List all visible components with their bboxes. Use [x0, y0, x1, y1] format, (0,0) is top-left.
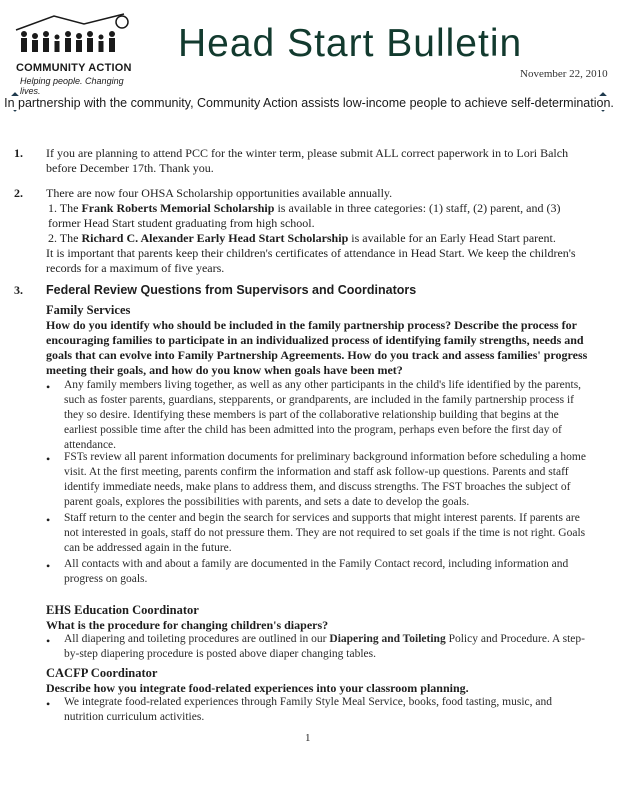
family-bullet-4: All contacts with and about a family are documented in the Family Contact record, including information and progress on goals.	[64, 558, 569, 585]
family-bullet-2: FSTs review all parent information documents for preliminary background information before scheduling a home visit. At the first meeting, parents confirm the information and staff ask follow-up questions. Parents and staff identify immediate needs, make plans to address them, and discuss strengths. The FST broaches the subject of parent goals, explores the possibilities with parents, and sets a date to develop the goals.	[64, 451, 586, 508]
people-figures-icon	[14, 12, 134, 64]
scholarship-1-number: 1.	[48, 201, 57, 215]
scholarship-1-pre: The	[59, 201, 82, 215]
ehs-bullet	[64, 632, 594, 662]
ehs-question: What is the procedure for changing children's diapers?	[46, 618, 329, 632]
bulletin-title: Head Start Bulletin	[178, 22, 523, 65]
scholarship-2-pre: The	[59, 231, 82, 245]
item-1-text: If you are planning to attend PCC for the winter term, please submit ALL correct paperwork in to Lori Balch before December 17th. Thank you.	[46, 146, 569, 175]
family-services-question: How do you identify who should be included in the family partnership process? Describe the process for encouraging families to participate in an individualized process of identifying family strengths, needs and goals that can evolve into Family Partnership Agreements. How do you track and assess families' progress meeting their goals, and how do you know when goals have been met?	[46, 318, 588, 377]
item-number: 1.	[14, 146, 23, 160]
cacfp-bullet: We integrate food-related experiences through Family Style Meal Service, books, food tasting, music, and nutrition curriculum activities.	[64, 696, 553, 723]
ehs-heading: EHS Education Coordinator	[46, 603, 199, 617]
scholarship-1-post: is available in three categories: (1) staff, (2) parent, and (3) former Head Start student graduating from high school.	[48, 201, 561, 230]
community-action-logo	[14, 12, 134, 96]
item-number: 3.	[14, 283, 23, 297]
family-bullet-1: Any family members living together, as well as any other participants in the child's life identified by the parents, such as foster parents, guardians, stepparents, or grandparents, are included in the family partnership process if they so desire. Identifying these members is part of the collaborative relationship building that begins at the earliest possible time after the child has been admitted into the program, perhaps even before the first day of attendance.	[64, 379, 582, 451]
family-bullet-3: Staff return to the center and begin the search for services and supports that might interest parents. If parents are not interested in goals, staff do not pressure them. They are not required to set goals if the time is not right. Goals can be addressed again in the future.	[64, 512, 586, 554]
bullet-dot: •	[46, 697, 51, 711]
bullet-dot: •	[46, 513, 51, 527]
item-number: 2.	[14, 186, 23, 200]
mission-banner	[0, 96, 618, 110]
scholarship-1	[48, 201, 594, 231]
scholarship-2-number: 2.	[48, 231, 57, 245]
scholarship-1-name: Frank Roberts Memorial Scholarship	[81, 201, 275, 215]
scholarship-2-name: Richard C. Alexander Early Head Start Scholarship	[81, 231, 349, 245]
family-services-heading: Family Services	[46, 303, 131, 317]
bullet-dot: •	[46, 634, 51, 648]
ehs-bullet-post: Policy and Procedure. A step-by-step diapering procedure is posted above diaper changing tables.	[64, 633, 585, 660]
scholarship-2-post: is available for an Early Head Start parent.	[348, 231, 556, 245]
bullet-dot: •	[46, 380, 51, 394]
section-heading: Federal Review Questions from Supervisors and Coordinators	[46, 283, 417, 297]
ehs-bullet-policy: Diapering and Toileting	[329, 633, 446, 645]
cacfp-heading: CACFP Coordinator	[46, 666, 158, 680]
bullet-dot: •	[46, 559, 51, 573]
logo-tagline: Helping people. Changing lives.	[20, 76, 124, 96]
item-2-note: It is important that parents keep their children's certificates of attendance in Head Start. We keep the children's records for a maximum of five years.	[46, 246, 576, 275]
ehs-bullet-pre: All diapering and toileting procedures are outlined in our	[64, 633, 330, 645]
cacfp-question: Describe how you integrate food-related experiences into your classroom planning.	[46, 681, 469, 695]
page-number: 1	[305, 732, 311, 744]
item-2-intro: There are now four OHSA Scholarship opportunities available annually.	[46, 186, 393, 200]
mission-text: In partnership with the community, Community Action assists low-income people to achieve self-determination.	[0, 96, 618, 110]
bullet-dot: •	[46, 452, 51, 466]
logo-name: COMMUNITY ACTION	[16, 62, 132, 74]
scholarship-2	[48, 231, 594, 246]
bulletin-date: November 22, 2010	[520, 68, 608, 80]
